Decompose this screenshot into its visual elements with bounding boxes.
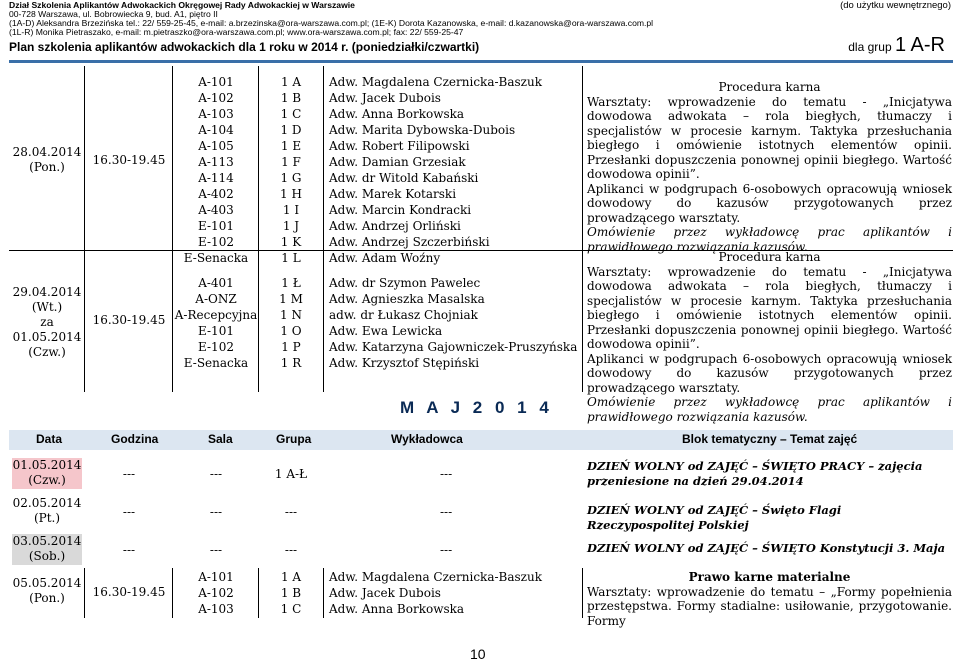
lecturer-cell: --- <box>440 543 453 557</box>
room-cell: --- <box>209 467 223 481</box>
topic-block: Procedura karna Warsztaty: wprowadzenie do tematu - „Inicjatywa dowodowa adwokata – rola biegłych, tłumaczy i specjalistów w procesie karnym. Taktyka przesłuchania biegłego i omówienie istotnych elementów opinii. Przesłanki dopuszczenia ponownej opinii biegłego. Wartość dowodowa opinii”. Aplikanci w podgrupach 6-osobowych opracowują wniosek dowodowy do kazusów przygotowanych przez prowadzącego warsztaty. Omówienie przez wykładowcę prac aplikantów i prawidłowego rozwiązania kazusów. <box>587 250 952 424</box>
grid-line <box>323 568 324 618</box>
topic-title: Prawo karne materialne <box>688 570 851 584</box>
grid-line <box>172 568 173 618</box>
topic-title: Procedura karna <box>718 250 821 264</box>
day-off-note: DZIEŃ WOLNY od ZAJĘĆ – Święto Flagi Rzeczypospolitej Polskiej <box>587 503 842 532</box>
date-cell: 28.04.2014 (Pon.) <box>12 145 82 174</box>
day-off-note: DZIEŃ WOLNY od ZAJĘĆ – ŚWIĘTO PRACY – zajęcia przeniesione na dzień 29.04.2014 <box>587 459 923 488</box>
date-cell: 01.05.2014 (Czw.) <box>12 458 82 487</box>
rooms-list: A-101 A-102 A-103 A-104 A-105 A-113 A-114 A-402 A-403 E-101 E-102 E-Senacka <box>183 75 249 265</box>
col-header-date: Data <box>36 432 63 446</box>
header-rule <box>9 60 953 63</box>
date-cell: 29.04.2014 (Wt.) za 01.05.2014 (Czw.) <box>12 285 82 359</box>
org-name: Dział Szkolenia Aplikantów Adwokackich Okręgowej Rady Adwokackiej w Warszawie <box>9 0 355 10</box>
page-number: 10 <box>470 646 486 662</box>
group-label: dla grup 1 A-R <box>848 34 945 56</box>
topic-block: Procedura karna Warsztaty: wprowadzenie do tematu - „Inicjatywa dowodowa adwokata – rola biegłych, tłumaczy i specjalistów w procesie karnym. Taktyka przesłuchania biegłego i omówienie istotnych elementów opinii. Przesłanki dopuszczenia ponownej opinii biegłego. Wartość dowodowa opinii”. Aplikanci w podgrupach 6-osobowych opracowują wniosek dowodowy do kazusów przygotowanych przez prowadzącego warsztaty. Omówienie przez wykładowcę prac aplikantów i prawidłowego rozwiązania kazusów. <box>587 80 952 254</box>
lecturer-cell: --- <box>440 505 453 519</box>
internal-use-label: (do użytku wewnętrznego) <box>840 0 951 11</box>
grid-line <box>172 66 173 392</box>
day-off-note: DZIEŃ WOLNY od ZAJĘĆ – ŚWIĘTO Konstytucji 3. Maja <box>587 541 946 555</box>
time-cell: --- <box>122 505 136 519</box>
grid-line <box>582 568 583 618</box>
rooms-list: A-401 A-ONZ A-Recepcyjna E-101 E-102 E-Senacka <box>174 276 258 370</box>
grid-line <box>84 568 85 618</box>
room-cell: --- <box>209 505 223 519</box>
month-title: M A J 2 0 1 4 <box>400 398 553 417</box>
groups-list: 1 Ł 1 M 1 N 1 O 1 P 1 R <box>279 276 303 370</box>
contact-line-1: (1A-D) Aleksandra Brzezińska tel.: 22/ 559-25-45, e-mail: a.brzezinska@ora-warszawa.com.pl; (1E-K) Dorota Kazanowska, e-mail: d.kazanowska@ora-warszawa.com.pl <box>9 18 654 28</box>
col-header-lecturer: Wykładowca <box>391 432 463 446</box>
grid-line <box>84 66 85 392</box>
grid-line <box>582 66 583 392</box>
rooms-list: A-101 A-102 A-103 <box>198 570 234 616</box>
contact-line-2: (1L-R) Monika Pietraszako, e-mail: m.pietraszko@ora-warszawa.com.pl; www.ora-warszawa.com.pl; fax: 22/ 559-25-47 <box>9 27 464 37</box>
groups-list: 1 A 1 B 1 C 1 D 1 E 1 F 1 G 1 H 1 I 1 J 1 K 1 L <box>280 75 302 265</box>
group-cell: --- <box>284 543 298 557</box>
lecturers-list: Adw. dr Szymon Pawelec Adw. Agnieszka Masalska adw. dr Łukasz Chojniak Adw. Ewa Lewicka Adw. Katarzyna Gajowniczek-Pruszyńska Adw. Krzysztof Stępiński <box>329 276 578 370</box>
time-cell: 16.30-19.45 <box>92 585 166 599</box>
plan-title: Plan szkolenia aplikantów adwokackich dla 1 roku w 2014 r. (poniedziałki/czwartki) <box>9 40 480 54</box>
topic-block: Prawo karne materialne Warsztaty: wprowadzenie do tematu – „Formy popełnienia przestępstwa. Formy stadialne: usiłowanie, przygotowanie. Formy <box>587 570 952 628</box>
time-cell: 16.30-19.45 <box>92 313 166 327</box>
grid-line <box>258 66 259 392</box>
time-cell: --- <box>122 467 136 481</box>
date-cell: 05.05.2014 (Pon.) <box>12 576 82 605</box>
room-cell: --- <box>209 543 223 557</box>
topic-title: Procedura karna <box>718 80 821 94</box>
time-cell: --- <box>122 543 136 557</box>
col-header-room: Sala <box>208 432 233 446</box>
lecturer-cell: --- <box>440 467 453 481</box>
col-header-time: Godzina <box>111 432 159 446</box>
date-cell: 02.05.2014 (Pt.) <box>12 496 82 525</box>
grid-line <box>258 568 259 618</box>
date-cell: 03.05.2014 (Sob.) <box>12 534 82 563</box>
group-cell: --- <box>284 505 298 519</box>
grid-line <box>323 66 324 392</box>
lecturers-list: Adw. Magdalena Czernicka-Baszuk Adw. Jacek Dubois Adw. Anna Borkowska Adw. Marita Dybowska-Dubois Adw. Robert Filipowski Adw. Damian Grzesiak Adw. dr Witold Kabański Adw. Marek Kotarski Adw. Marcin Kondracki Adw. Andrzej Orliński Adw. Andrzej Szczerbiński Adw. Adam Woźny <box>329 75 542 265</box>
org-address: 00-728 Warszawa, ul. Bobrowiecka 9, bud. A1, piętro II <box>9 9 218 19</box>
col-header-group: Grupa <box>276 432 312 446</box>
group-value: 1 A-R <box>894 34 945 56</box>
group-cell: 1 A-Ł <box>274 467 308 481</box>
lecturers-list: Adw. Magdalena Czernicka-Baszuk Adw. Jacek Dubois Adw. Anna Borkowska <box>329 570 542 616</box>
col-header-topic: Blok tematyczny – Temat zajęć <box>682 432 858 446</box>
time-cell: 16.30-19.45 <box>92 153 166 167</box>
groups-list: 1 A 1 B 1 C <box>280 570 302 616</box>
